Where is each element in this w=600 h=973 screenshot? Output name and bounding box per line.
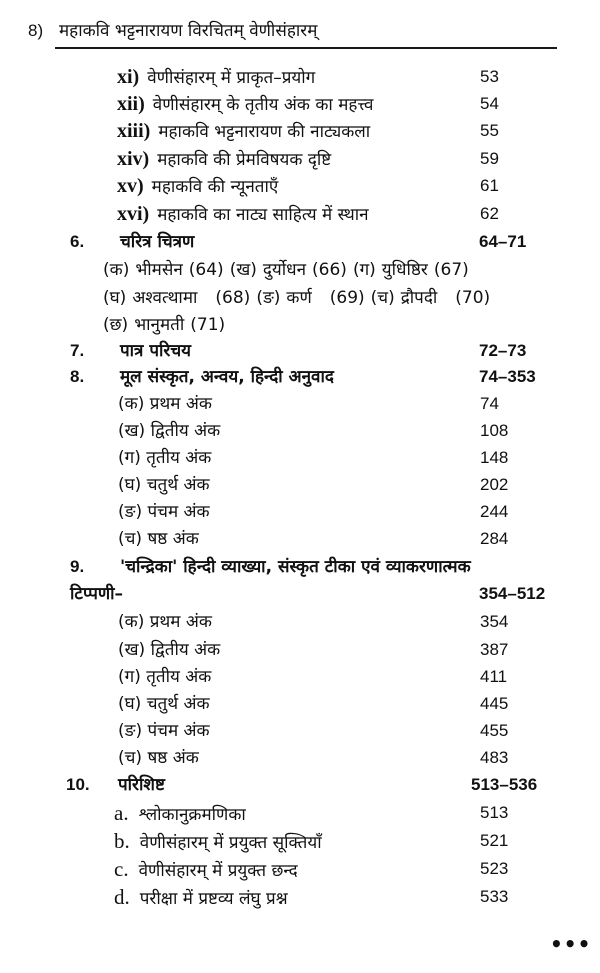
entry-marker: xiii) [117,120,151,142]
entry-label: वेणीसंहारम् में प्रयुक्त छन्द [138,861,298,881]
toc-section-8 [0,363,600,391]
entry-page: 244 [480,502,509,521]
entry-marker: d. [114,885,130,909]
section-pages: 72–73 [479,341,527,360]
toc-entry [0,855,600,883]
entry-page: 445 [480,694,509,713]
char-marker: (क) [103,260,130,280]
entry-label: (ख) द्वितीय अंक [118,421,221,441]
section-number: 9. [70,557,85,576]
char-name: भानुमती [134,315,185,335]
entry-label: (घ) चतुर्थ अंक [118,475,210,495]
entry-page: 61 [480,176,499,195]
entry-marker: xi) [117,66,140,88]
entry-label: महाकवि का नाट्य साहित्य में स्थान [157,205,369,225]
toc-section-10 [0,771,600,799]
entry-page: 108 [480,421,509,440]
entry-page: 55 [480,121,499,140]
entry-label: (ग) तृतीय अंक [118,667,212,687]
entry-label: श्लोकानुक्रमणिका [138,805,246,825]
toc-entry [0,799,600,827]
section-title-line1: 'चन्द्रिका' हिन्दी व्याख्या, संस्कृत टीका एवं व्याकरणात्मक [120,557,471,577]
entry-label: (क) प्रथम अंक [118,394,212,414]
entry-page: 59 [480,149,499,168]
entry-page: 387 [480,640,509,659]
toc-section-9-cont [0,580,600,608]
section-pages: 513–536 [471,775,538,794]
section-number: 10. [66,775,90,794]
entry-page: 53 [480,67,499,86]
entry-page: 62 [480,204,499,223]
char-page: (67) [433,260,469,280]
running-header [28,18,558,41]
entry-page: 74 [480,394,499,413]
entry-label: (च) षष्ठ अंक [118,748,199,768]
header-rule [55,47,557,49]
toc-entry [0,690,600,718]
char-name: युधिष्ठिर [381,260,428,280]
toc-entry [0,117,600,145]
char-name: कर्ण [286,288,312,308]
entry-label: (ख) द्वितीय अंक [118,640,221,660]
continuation-mark: ••• [550,932,592,956]
character-list-line [103,256,475,284]
char-name: दुर्योधन [262,260,307,280]
entry-label: (ङ) पंचम अंक [118,721,210,741]
entry-label: (च) षष्ठ अंक [118,529,199,549]
entry-page: 523 [480,859,509,878]
entry-marker: xii) [117,93,145,115]
entry-label: वेणीसंहारम् में प्राकृत–प्रयोग [147,68,316,88]
toc-entry [0,663,600,691]
entry-page: 148 [480,448,509,467]
entry-label: महाकवि की प्रेमविषयक दृष्टि [157,150,332,170]
toc-entry [0,172,600,200]
toc-entry [0,390,600,418]
entry-page: 284 [480,529,509,548]
entry-label: (ग) तृतीय अंक [118,448,212,468]
char-marker: (च) [370,288,395,308]
toc-entry [0,90,600,118]
char-name: अश्वत्थामा [132,288,198,308]
entry-marker: a. [114,801,129,825]
toc-entry [0,63,600,91]
toc-entry [0,444,600,472]
char-page: (64) [188,260,224,280]
entry-marker: c. [114,857,129,881]
toc-section-9 [0,553,600,581]
entry-label: वेणीसंहारम् में प्रयुक्त सूक्तियाँ [139,833,322,853]
char-page: (66) [312,260,347,280]
entry-page: 455 [480,721,509,740]
toc-entry [0,145,600,173]
entry-label: परीक्षा में प्रष्टव्य लंघु प्रश्न [139,889,288,909]
section-number: 8. [70,367,85,386]
char-page: (70) [455,288,491,308]
entry-page: 54 [480,94,499,113]
entry-marker: xiv) [117,148,150,170]
section-title: परिशिष्ट [118,775,165,795]
toc-entry [0,525,600,553]
entry-label: (घ) चतुर्थ अंक [118,694,210,714]
entry-page: 411 [480,667,508,686]
toc-entry [0,200,600,228]
entry-label: (क) प्रथम अंक [118,612,212,632]
char-page: (69) [329,288,365,308]
entry-marker: xvi) [117,203,150,225]
char-marker: (ग) [352,260,376,280]
entry-page: 202 [480,475,509,494]
entry-page: 483 [480,748,509,767]
toc-entry [0,498,600,526]
entry-label: महाकवि भट्टनारायण की नाट्यकला [158,122,371,142]
entry-label: वेणीसंहारम् के तृतीय अंक का महत्त्व [152,95,374,115]
character-list-line [103,284,496,312]
entry-page: 533 [480,887,509,906]
section-title: मूल संस्कृत, अन्वय, हिन्दी अनुवाद [120,367,334,387]
section-pages: 354–512 [479,584,546,603]
entry-page: 354 [480,612,509,631]
entry-marker: b. [114,829,130,853]
char-page: (71) [190,315,226,335]
entry-page: 521 [480,831,509,850]
toc-entry [0,636,600,664]
book-title: महाकवि भट्टनारायण विरचितम् वेणीसंहारम् [59,21,318,41]
entry-label: महाकवि की न्यूनताएँ [151,177,279,197]
toc-entry [0,471,600,499]
char-name: द्रौपदी [400,288,438,308]
char-name: भीमसेन [135,260,183,280]
entry-marker: xv) [117,175,144,197]
toc-entry [0,744,600,772]
entry-label: (ङ) पंचम अंक [118,502,210,522]
entry-page: 513 [480,803,509,822]
toc-entry [0,883,600,911]
page-number: 8) [28,21,44,40]
section-number: 7. [70,341,85,360]
section-pages: 74–353 [479,367,536,386]
char-marker: (घ) [103,288,127,308]
char-marker: (छ) [103,315,129,335]
char-marker: (ङ) [256,288,281,308]
character-list-line [103,311,231,339]
toc-section-6 [0,228,600,256]
char-page: (68) [215,288,251,308]
section-pages: 64–71 [479,232,527,251]
section-title-line2: टिप्पणी– [70,584,124,604]
toc-entry [0,717,600,745]
toc-entry [0,417,600,445]
toc-entry [0,608,600,636]
toc-section-7 [0,337,600,365]
section-title: चरित्र चित्रण [120,232,195,252]
char-marker: (ख) [229,260,257,280]
section-number: 6. [70,232,85,251]
toc-entry [0,827,600,855]
section-title: पात्र परिचय [120,341,192,361]
